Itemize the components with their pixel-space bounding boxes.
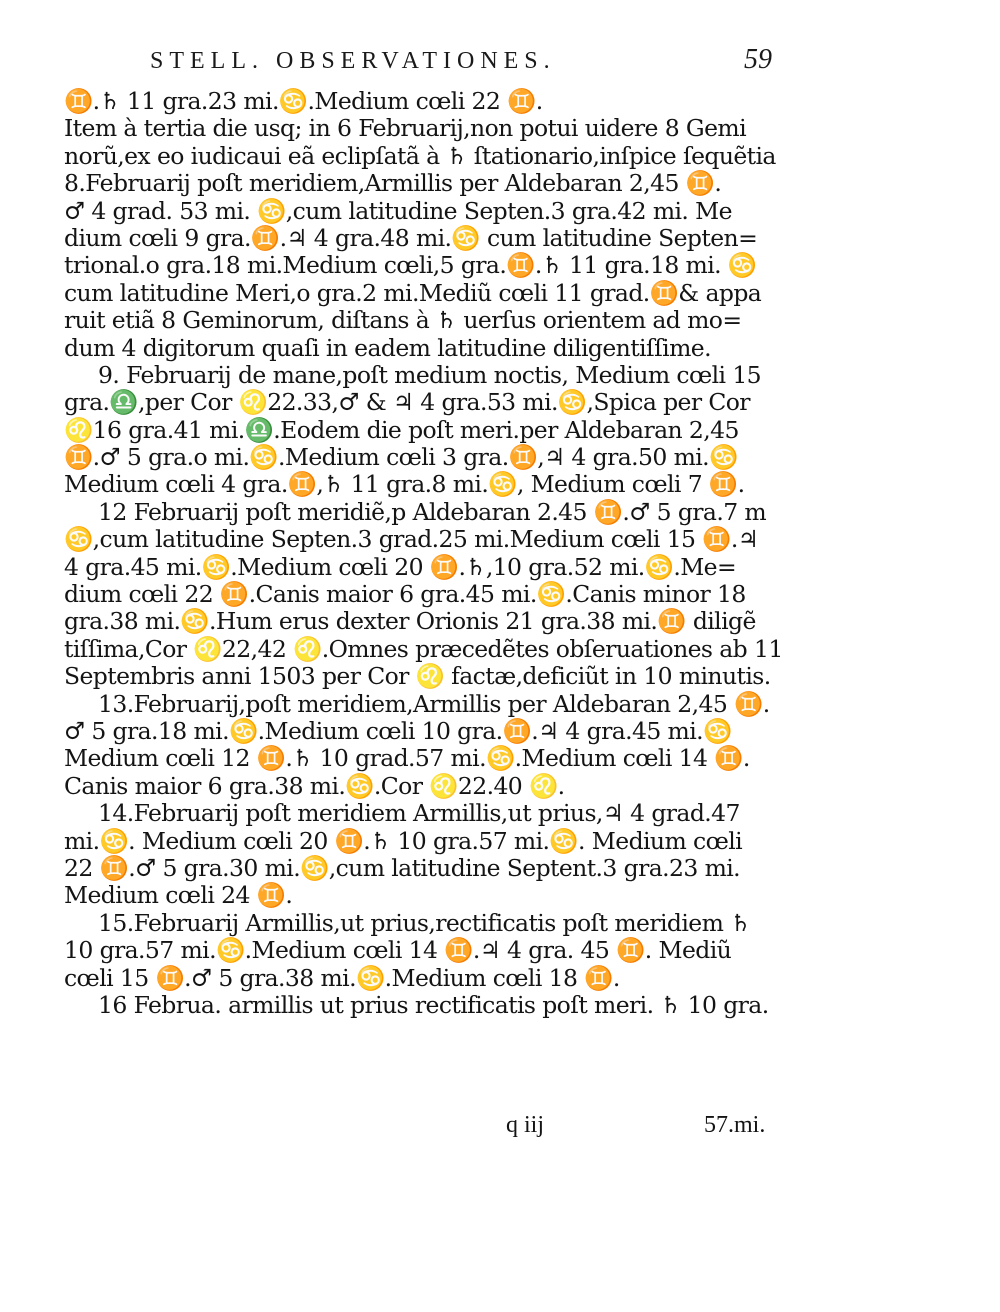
text-line: Medium cœli 12 ♊.♄ 10 grad.57 mi.♋.Medium cœli 14 ♊.	[64, 745, 750, 773]
text-line: 13.Februarij,poſt meridiem,Armillis per Aldebaran 2,45 ♊.	[98, 690, 770, 718]
text-line: 14.Februarij poſt meridiem Armillis,ut prius,♃ 4 grad.47	[98, 800, 740, 828]
text-line: 16 Februa. armillis ut prius rectificatis poſt meri. ♄ 10 gra.	[98, 991, 769, 1019]
text-line: tiſſima,Cor ♌22,42 ♌.Omnes præcedẽtes obſeruationes ab 11	[64, 635, 783, 663]
page-header	[0, 42, 1000, 82]
text-line: ♋,cum latitudine Septen.3 grad.25 mi.Medium cœli 15 ♊.♃	[64, 526, 759, 554]
text-line: Item à tertia die usq; in 6 Februarij,non potui uidere 8 Gemi	[64, 115, 747, 143]
text-line: Medium cœli 4 gra.♊,♄ 11 gra.8 mi.♋, Medium cœli 7 ♊.	[64, 471, 745, 499]
body-text	[64, 88, 804, 1019]
text-line: ♌16 gra.41 mi.♎.Eodem die poſt meri.per Aldebaran 2,45	[64, 416, 739, 444]
text-line: gra.♎,per Cor ♌22.33,♂ & ♃ 4 gra.53 mi.♋,Spica per Cor	[64, 389, 750, 417]
text-line: trional.o gra.18 mi.Medium cœli,5 gra.♊.♄ 11 gra.18 mi. ♋	[64, 252, 757, 280]
text-line: 22 ♊.♂ 5 gra.30 mi.♋,cum latitudine Septent.3 gra.23 mi.	[64, 854, 741, 882]
text-line: gra.38 mi.♋.Hum erus dexter Orionis 21 gra.38 mi.♊ diligẽ	[64, 608, 756, 636]
text-line: dium cœli 9 gra.♊.♃ 4 gra.48 mi.♋ cum latitudine Septen=	[64, 224, 758, 252]
page-footer	[0, 1112, 1000, 1146]
text-line: 4 gra.45 mi.♋.Medium cœli 20 ♊.♄,10 gra.52 mi.♋.Me=	[64, 553, 737, 581]
text-line: 12 Februarij poſt meridiẽ,p Aldebaran 2.45 ♊.♂ 5 gra.7 m	[98, 498, 767, 526]
text-line: dum 4 digitorum quaſi in eadem latitudine diligentiſſime.	[64, 334, 711, 362]
running-head: STELL. OBSERVATIONES.	[150, 48, 556, 74]
text-line: dium cœli 22 ♊.Canis maior 6 gra.45 mi.♋.Canis minor 18	[64, 581, 746, 609]
text-line: 8.Februarij poſt meridiem,Armillis per Aldebaran 2,45 ♊.	[64, 170, 722, 198]
text-line: ♂ 4 grad. 53 mi. ♋,cum latitudine Septen.3 gra.42 mi. Me	[64, 197, 732, 225]
text-line: Septembris anni 1503 per Cor ♌ factæ,deficiũt in 10 minutis.	[64, 663, 771, 691]
text-line: ♊.♂ 5 gra.o mi.♋.Medium cœli 3 gra.♊,♃ 4 gra.50 mi.♋	[64, 444, 738, 472]
catchword: 57.mi.	[704, 1112, 766, 1138]
text-line: 9. Februarij de mane,poſt medium noctis, Medium cœli 15	[98, 361, 762, 389]
text-line: ruit etiã 8 Geminorum, diſtans à ♄ uerſus orientem ad mo=	[64, 307, 742, 335]
text-line: cœli 15 ♊.♂ 5 gra.38 mi.♋.Medium cœli 18 ♊.	[64, 964, 620, 992]
text-line: mi.♋. Medium cœli 20 ♊.♄ 10 gra.57 mi.♋. Medium cœli	[64, 827, 743, 855]
text-line: ♂ 5 gra.18 mi.♋.Medium cœli 10 gra.♊.♃ 4 gra.45 mi.♋	[64, 717, 732, 745]
text-line: norũ,ex eo iudicaui eã eclipſatã à ♄ ſtationario,inſpice ſequẽtia	[64, 142, 776, 170]
text-line: 10 gra.57 mi.♋.Medium cœli 14 ♊.♃ 4 gra. 45 ♊. Mediũ	[64, 937, 732, 965]
text-line: Canis maior 6 gra.38 mi.♋.Cor ♌22.40 ♌.	[64, 772, 565, 800]
page-number: 59	[744, 44, 772, 75]
text-line: 15.Februarij Armillis,ut prius,rectificatis poſt meridiem ♄	[98, 909, 751, 937]
text-line: Medium cœli 24 ♊.	[64, 882, 293, 910]
signature-mark: q iij	[506, 1112, 545, 1138]
text-line: ♊.♄ 11 gra.23 mi.♋.Medium cœli 22 ♊.	[64, 88, 543, 115]
text-line: cum latitudine Meri,o gra.2 mi.Mediũ cœli 11 grad.♊& appa	[64, 279, 762, 307]
